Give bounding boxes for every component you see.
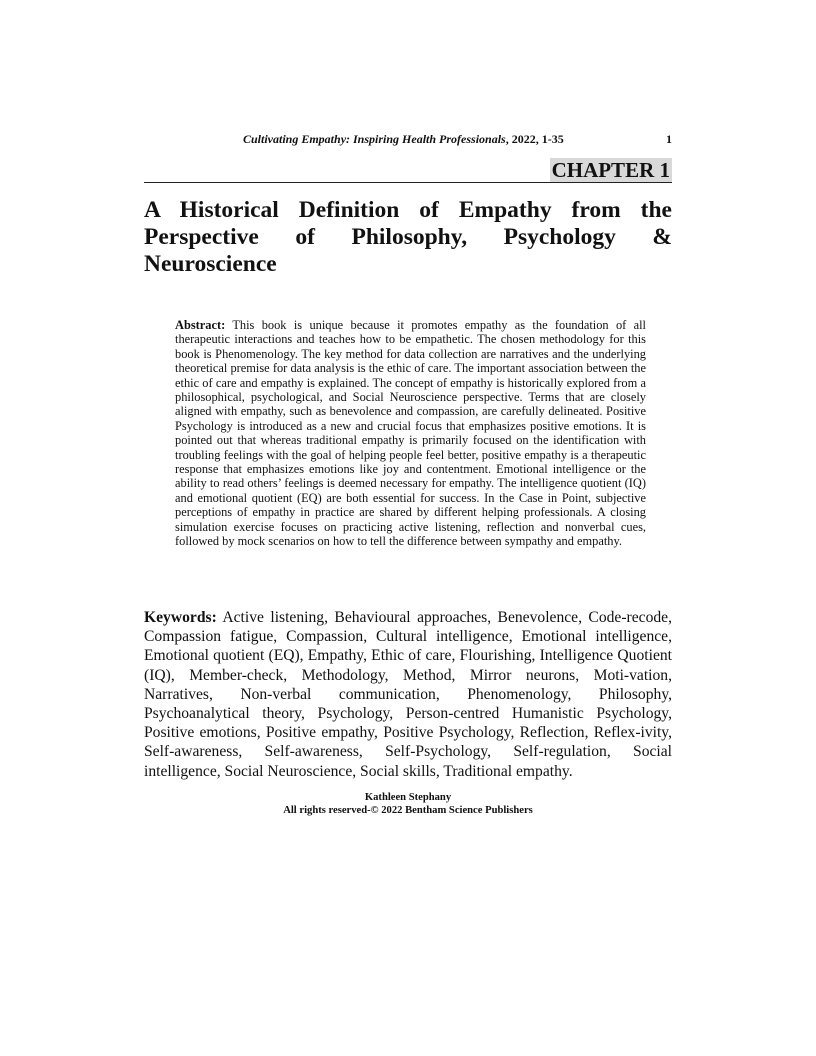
- journal-title: Cultivating Empathy: Inspiring Health Professionals: [243, 132, 506, 146]
- chapter-title: [144, 197, 672, 278]
- chapter-title-line-1: A Historical Definition of Empathy from the: [144, 197, 672, 223]
- abstract-label: Abstract:: [175, 318, 226, 332]
- journal-year-pages: , 2022, 1-35: [505, 132, 564, 146]
- abstract: [175, 318, 646, 549]
- journal-citation: [243, 132, 564, 147]
- abstract-text: This book is unique because it promotes empathy as the foundation of all therapeutic interactions and teaches how to be empathetic. The chosen methodology for this book is Phenomenology. The key method for data collection are narratives and the underlying theoretical premise for data analysis is the ethic of care. The important association between the ethic of care and empathy is explained. The concept of empathy is historically explored from a philosophical, psychological, and Social Neuroscience perspective. Terms that are closely aligned with empathy, such as benevolence and compassion, are carefully delineated. Positive Psychology is introduced as a new and crucial focus that emphasizes positive emotions. It is pointed out that whereas traditional empathy is primarily focused on the identification with troubling feelings with the goal of helping people feel better, positive empathy is a therapeutic response that emphasizes emotions like joy and contentment. Emotional intelligence or the ability to read others’ feelings is deemed necessary for empathy. The intelligence quotient (IQ) and emotional quotient (EQ) are both essential for success. In the Case in Point, subjective perceptions of empathy in practice are shared by different helping professionals. A closing simulation exercise focuses on practicing active listening, reflection and nonverbal cues, followed by mock scenarios on how to tell the difference between sympathy and empathy.: [175, 318, 646, 549]
- chapter-header: [550, 158, 672, 182]
- author-name: Kathleen Stephany: [364, 792, 452, 803]
- keywords-text: Active listening, Behavioural approaches, Benevolence, Code-recode, Compassion fatigue, Compassion, Cultural intelligence, Emotional intelligence, Emotional quotient (EQ), Empathy, Ethic of care, Flourishing, Intelligence Quotient (IQ), Member-check, Methodology, Method, Mirror neurons, Moti-vation, Narratives, Non-verbal communication, Phenomenology, Philosophy, Psychoanalytical theory, Psychology, Person-centred Humanistic Psychology, Positive emotions, Positive empathy, Positive Psychology, Reflection, Reflex-ivity, Self-awareness, Self-awareness, Self-Psychology, Self-regulation, Social intelligence, Social Neuroscience, Social skills, Traditional empathy.: [144, 609, 672, 780]
- copyright-footer: [144, 791, 672, 817]
- page-number: 1: [666, 132, 672, 146]
- chapter-title-line-3: Neuroscience: [144, 251, 277, 277]
- rights-statement: All rights reserved-© 2022 Bentham Science Publishers: [283, 805, 533, 816]
- chapter-label: CHAPTER 1: [551, 158, 670, 182]
- chapter-divider: [144, 182, 672, 183]
- keywords: [144, 608, 672, 781]
- keywords-label: Keywords:: [144, 609, 217, 626]
- chapter-title-line-2: Perspective of Philosophy, Psychology &: [144, 224, 672, 250]
